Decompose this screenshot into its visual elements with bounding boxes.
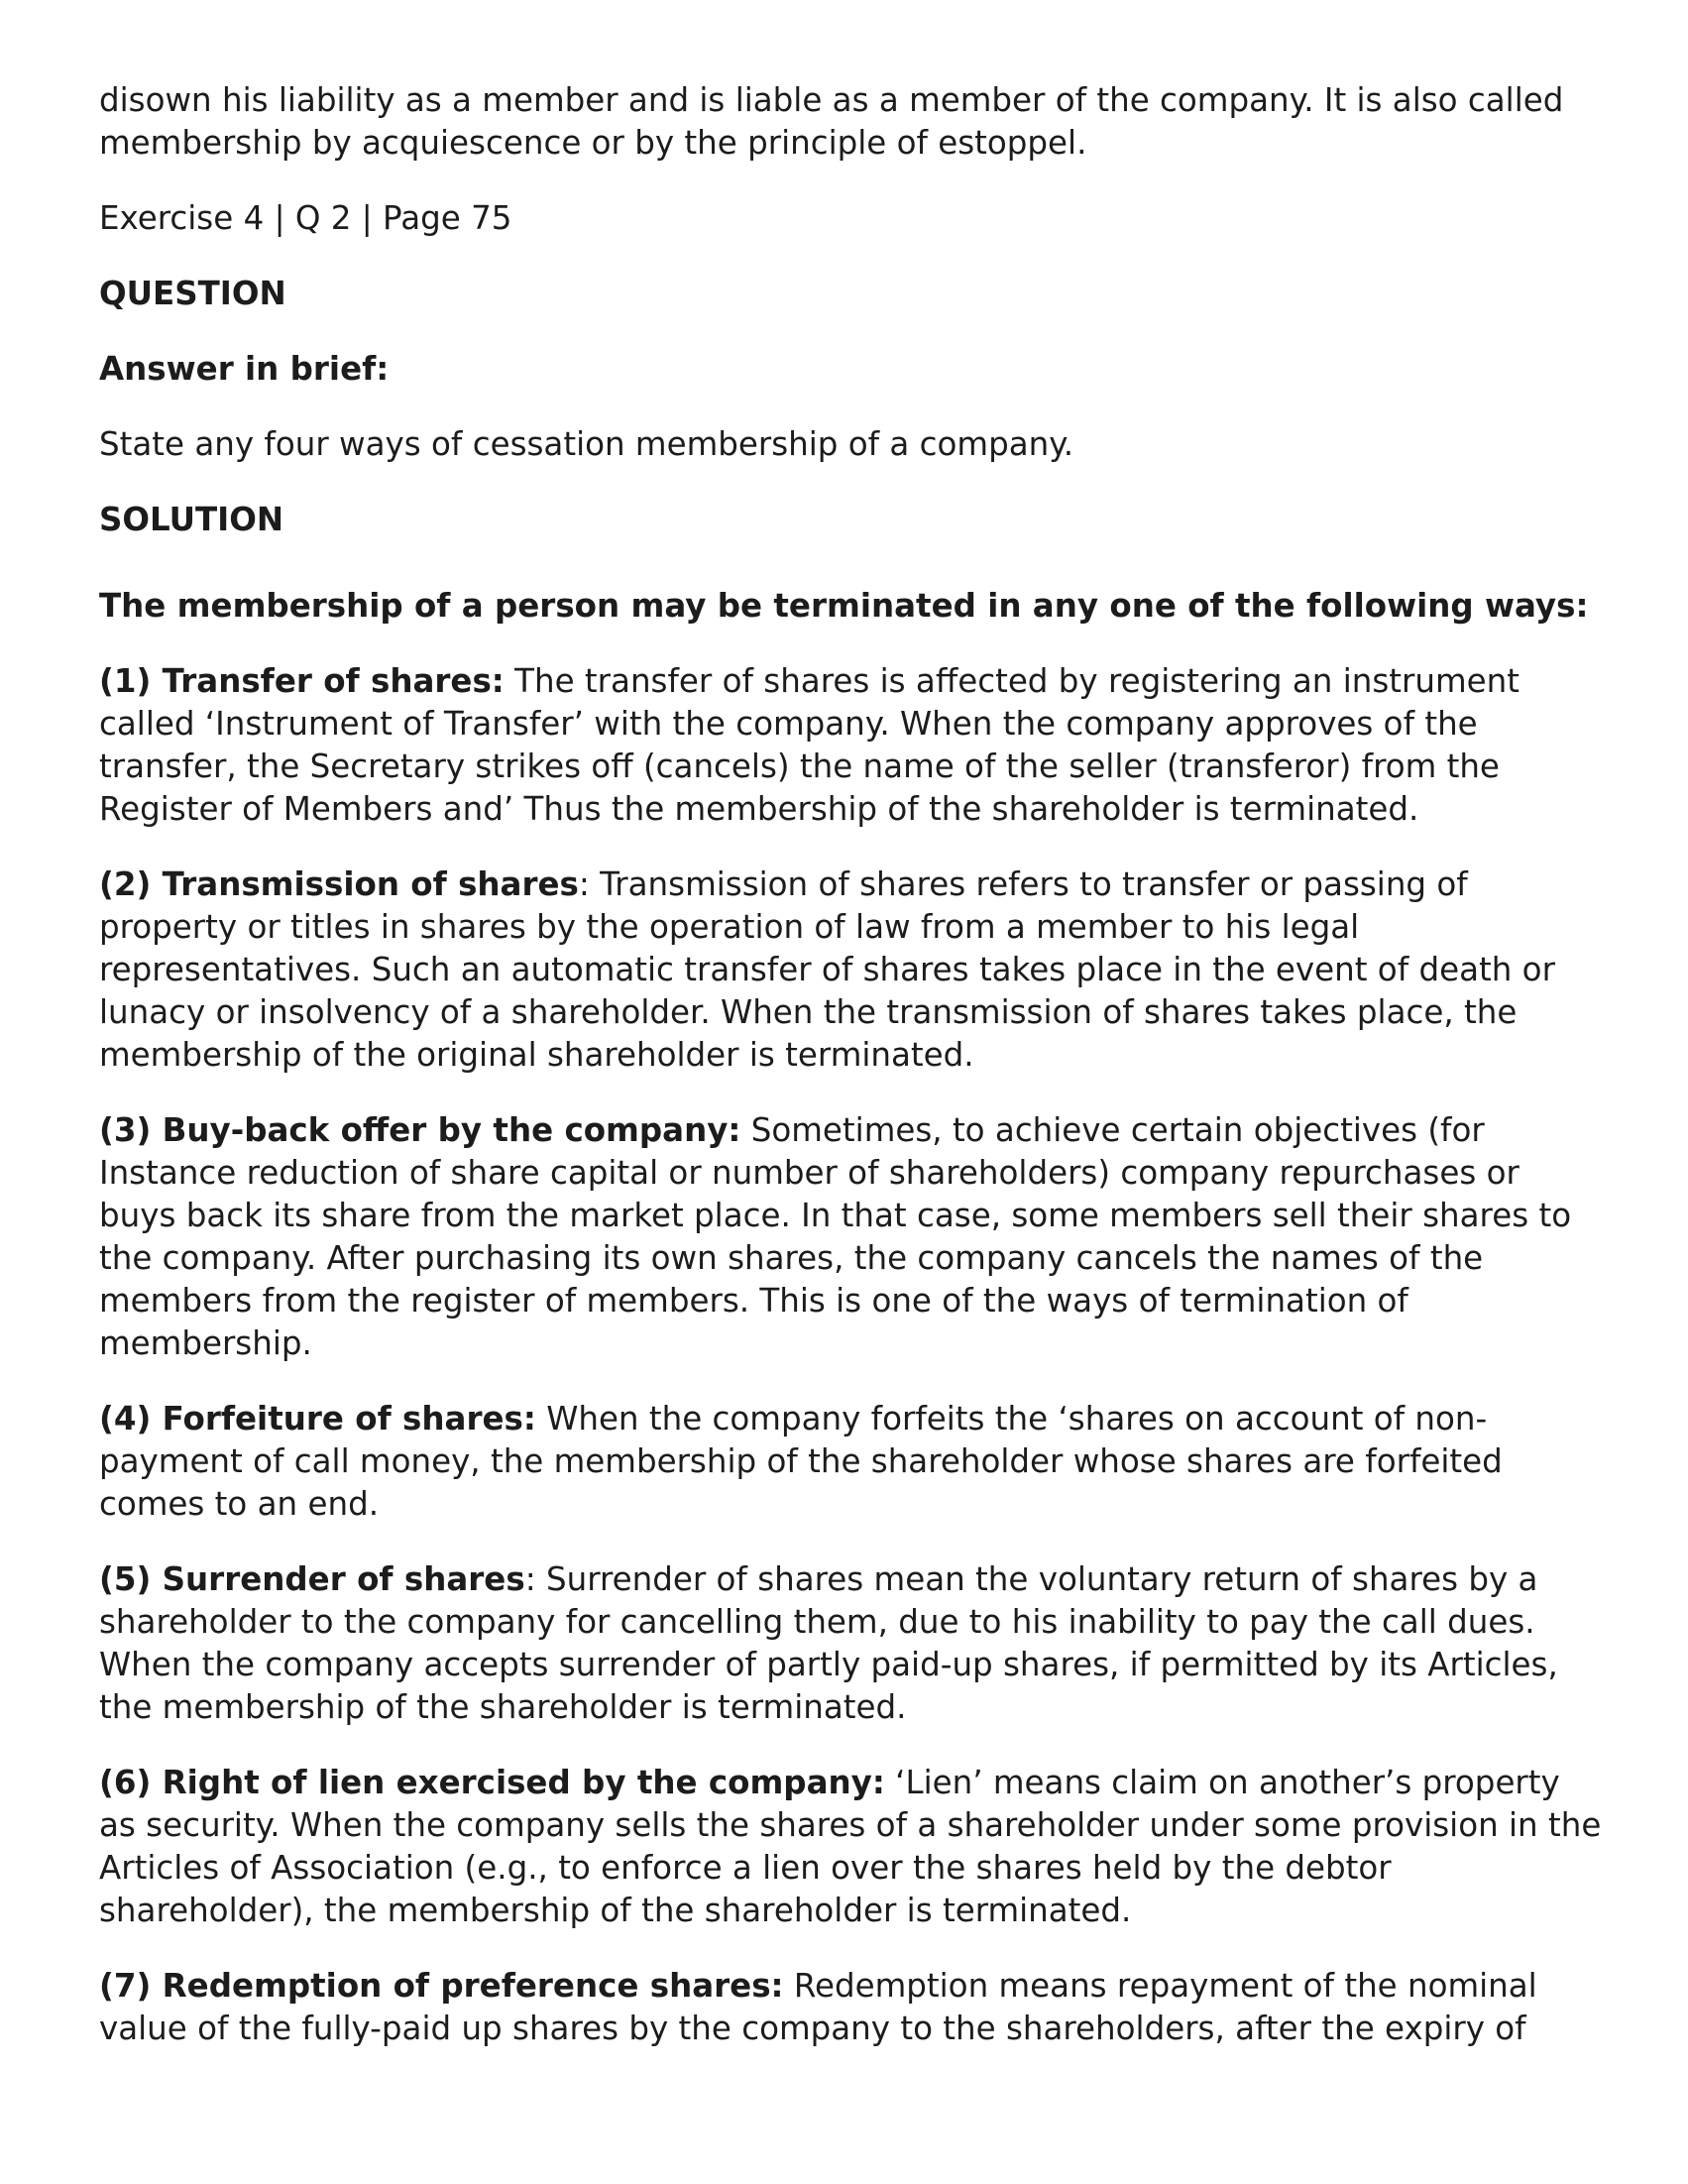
point-3: [99, 1109, 1606, 1365]
point-title: (1) Transfer of shares:: [99, 662, 505, 700]
point-title: (7) Redemption of preference shares:: [99, 1967, 784, 2005]
point-text: Sometimes, to achieve certain objectives (for Instance reduction of share capital or number of shareholders) company repurchases or buys back its share from the market place. In that case, some members sell their shares to the company. After purchasing its own shares, the company cancels the names of the members from the register of members. This is one of the ways of termination of membership.: [99, 1111, 1572, 1362]
question-heading: QUESTION: [99, 275, 286, 312]
point-text: The transfer of shares is affected by registering an instrument called ‘Instrument of Transfer’ with the company. When the company approves of the transfer, the Secretary strikes off (cancels) the name of the seller (transferor) from the Register of Members and’ Thus the membership of the shareholder is terminated.: [99, 662, 1519, 828]
document-page: [99, 79, 1606, 2083]
answer-instruction: Answer in brief:: [99, 350, 390, 388]
point-1: [99, 660, 1606, 831]
point-title: (5) Surrender of shares: [99, 1560, 525, 1598]
solution-heading: SOLUTION: [99, 501, 284, 538]
point-title: (3) Buy-back offer by the company:: [99, 1111, 741, 1149]
point-text: : Transmission of shares refers to transfer or passing of property or titles in shares by the operation of law from a member to his legal representatives. Such an automatic transfer of shares takes place in the event of death or lunacy or insolvency of a shareholder. When the transmission of shares takes place, the membership of the original shareholder is terminated.: [99, 865, 1555, 1074]
continuation-paragraph: disown his liability as a member and is liable as a member of the company. It is also called membership by acquiescence or by the principle of estoppel.: [99, 81, 1564, 162]
point-7: [99, 1965, 1606, 2050]
point-6: [99, 1762, 1606, 1932]
point-title: (2) Transmission of shares: [99, 865, 579, 903]
point-title: (4) Forfeiture of shares:: [99, 1400, 536, 1437]
point-5: [99, 1558, 1606, 1729]
solution-intro: The membership of a person may be terminated in any one of the following ways:: [99, 587, 1589, 625]
point-title: (6) Right of lien exercised by the company:: [99, 1764, 885, 1801]
point-text: ‘Lien’ means claim on another’s property as security. When the company sells the shares of a shareholder under some provision in the Articles of Association (e.g., to enforce a lien over the shares held by the debtor shareholder), the membership of the shareholder is terminated.: [99, 1764, 1602, 1929]
point-text: Redemption means repayment of the nominal value of the fully-paid up shares by the company to the shareholders, after the expiry of: [99, 1967, 1537, 2047]
exercise-reference: Exercise 4 | Q 2 | Page 75: [99, 199, 512, 237]
point-text: : Surrender of shares mean the voluntary return of shares by a shareholder to the company for cancelling them, due to his inability to pay the call dues. When the company accepts surrender of partly paid-up shares, if permitted by its Articles, the membership of the shareholder is terminated.: [99, 1560, 1558, 1726]
point-2: [99, 863, 1606, 1077]
question-text: State any four ways of cessation membership of a company.: [99, 425, 1074, 463]
point-4: [99, 1398, 1606, 1526]
point-text: When the company forfeits the ‘shares on account of non-payment of call money, the membership of the shareholder whose shares are forfeited comes to an end.: [99, 1400, 1503, 1523]
